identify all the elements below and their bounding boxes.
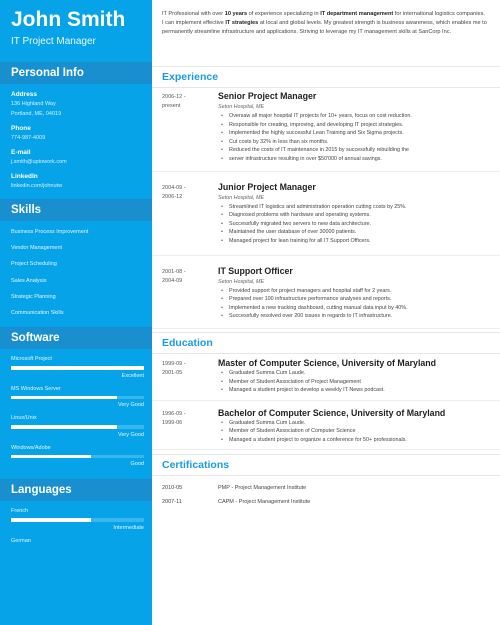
certifications-heading: Certifications [152,454,500,476]
employer: Seton Hospital, ME [218,278,265,285]
proficiency-track [11,455,144,459]
skills-list [0,224,152,321]
experience-heading: Experience [152,66,500,88]
certification-name: PMP - Project Management Institute [218,485,307,492]
skills-heading: Skills [0,199,152,221]
address-line-1: 136 Highland Way [11,101,56,107]
software-name: Microsoft Project [11,356,52,363]
languages-heading: Languages [0,479,152,501]
summary-highlight: IT strategies [225,19,259,26]
certification-item [152,481,500,495]
skill-item: Communication Skills [11,309,64,316]
responsibility-bullet: • Implemented a new tracking dashboard, cutting manual data input by 40%. [218,304,492,313]
summary-text: of experience specializing in [247,11,321,17]
entry-date [162,265,218,321]
proficiency-level: Very Good [118,402,144,409]
responsibility-bullet: • Prepared over 100 infrastructure performance analyses and reports. [218,295,492,304]
date-start: 2006-12 - [162,94,186,100]
employer: Seton Hospital, ME [218,104,265,110]
skill-item: Strategic Planning [11,293,56,300]
employer: Seton Hospital, ME [218,194,265,201]
phone-value: 774-987-4009 [11,135,46,141]
proficiency-fill [11,455,91,459]
email-value: j.smith@uptowork.com [11,159,67,165]
responsibility-bullet: • Implemented the highly successful Lean Training and Six Sigma projects. [218,129,492,138]
responsibility-bullet: • Oversaw all major hospital IT projects for 10+ years, focus on cost reduction. [218,112,492,121]
software-item [11,408,144,438]
date-end: 2006-12 [162,193,183,200]
certification-date: 2010-05 [162,485,183,492]
email-label: E-mail [11,149,31,156]
position-title: Senior Project Manager [218,91,317,101]
entry-body [218,357,492,395]
date-end: 1999-06 [162,419,183,426]
experience-entry [152,88,500,172]
software-item [11,379,144,409]
proficiency-fill [11,518,91,522]
date-start: 2001-08 - [162,268,186,275]
responsibility-bullet: • Reduced the costs of IT maintenance in 2015 by successfully rebuilding the [218,146,492,155]
linkedin-value: linkedin.com/johnutw [11,183,63,189]
candidate-name: John Smith [11,8,126,31]
degree-title: Master of Computer Science, University of Maryland [218,357,437,368]
experience-entry [152,256,500,329]
date-end: 2004-09 [162,277,183,284]
degree-title: Bachelor of Computer Science, University of Maryland [218,407,446,418]
education-entry [152,354,500,401]
proficiency-level: Good [130,461,144,468]
language-item [11,501,144,531]
summary-text: at local and global levels. My greatest strength is business awareness, which enables me to permanently streamline infrastructure and applications. Striving to leverage my IT management skills at SanCorp Inc. [162,19,487,35]
entry-body [218,90,492,164]
proficiency-track [11,366,144,370]
proficiency-track [11,518,144,522]
responsibility-bullet: • Successfully migrated two servers to new data architecture. [218,220,492,229]
proficiency-track [11,396,144,400]
entry-body [218,265,492,321]
software-name: Linux/Unix [11,415,37,422]
address-label: Address [11,91,38,98]
date-start: 2004-09 - [162,184,186,191]
experience-entry [152,172,500,256]
certification-name: CAPM - Project Management Institute [218,499,311,506]
entry-date [162,407,218,445]
software-item [11,438,144,468]
skill-item: Sales Analysis [11,277,47,284]
education-bullet: • Managed a student project to develop a weekly IT News podcast. [218,386,492,395]
responsibility-bullet-continued: • server infrastructure resulting in over $50'000 of annual savings. [218,155,492,164]
linkedin-label: LinkedIn [11,173,38,180]
proficiency-fill [11,425,117,429]
entry-date [162,90,218,164]
skill-item: Vendor Management [11,245,63,252]
date-end: 2001-05 [162,369,183,376]
proficiency-level: Excellent [121,372,144,379]
phone-label: Phone [11,125,31,132]
education-bullet: • Member of Student Association of Project Management [218,378,492,387]
position-title: Junior Project Manager [218,181,316,192]
software-name: MS Windows Server [11,385,61,392]
responsibility-bullet: • Cut costs by 32% in less than six months. [218,138,492,147]
proficiency-fill [11,366,144,370]
skill-item: Project Scheduling [11,261,57,268]
date-end: present [162,103,181,109]
position-title: IT Support Officer [218,265,293,276]
name-block [0,0,152,53]
certification-date: 2007-11 [162,499,182,506]
responsibility-bullet: • Maintained the user database of over 30000 patients. [218,228,492,237]
education-heading: Education [152,332,500,354]
address-line-2: Portland, ME, 04019 [11,111,62,117]
skill-item: Business Process Improvement [11,229,89,235]
date-start: 1999-09 - [162,360,186,367]
summary-text: IT Professional with over [162,11,225,17]
sidebar [0,0,152,625]
entry-body [218,181,492,246]
responsibility-bullet: • Diagnosed problems with hardware and operating systems. [218,211,492,220]
proficiency-level: Intermediate [113,524,144,531]
responsibility-bullet: • Managed project for lean training for all IT Support Officers. [218,237,492,246]
education-bullet: • Member of Student Association of Computer Science [218,427,492,436]
certification-item [152,495,500,509]
language-name: German [11,537,31,544]
summary-highlight: IT department management [320,11,394,17]
summary-text: for international logistics companies. I can implement effective [162,11,485,26]
education-bullet: • Graduated Summa Cum Laude. [218,369,492,378]
date-start: 1996-09 - [162,410,186,417]
job-title: IT Project Manager [11,36,96,47]
education-bullet: • Managed a student project to organize a conference for 50+ professionals. [218,436,492,445]
summary-highlight: 10 years [224,11,248,17]
main-content [152,0,500,625]
language-name: French [11,508,29,515]
education-entry [152,401,500,451]
entry-body [218,407,492,445]
software-heading: Software [0,327,152,349]
entry-date [162,357,218,395]
entry-date [162,181,218,246]
responsibility-bullet: • Responsible for creating, improving, and developing IT project strategies. [218,121,492,130]
proficiency-fill [11,396,117,400]
software-name: Windows/Adobe [11,444,51,451]
software-item [11,349,144,379]
proficiency-track [11,425,144,429]
responsibility-bullet: • Provided support for project managers and hospital staff for 2 years. [218,287,492,296]
responsibility-bullet: • Successfully resolved over 200 issues in regards to IT infrastructure. [218,312,492,321]
responsibility-bullet: • Streamlined IT logistics and administration operation cutting costs by 25%. [218,203,492,212]
professional-summary [152,0,500,66]
education-bullet: • Graduated Summa Cum Laude. [218,419,492,428]
personal-info-heading: Personal Info [0,62,152,84]
language-item [11,531,144,545]
proficiency-level: Very Good [118,431,144,438]
